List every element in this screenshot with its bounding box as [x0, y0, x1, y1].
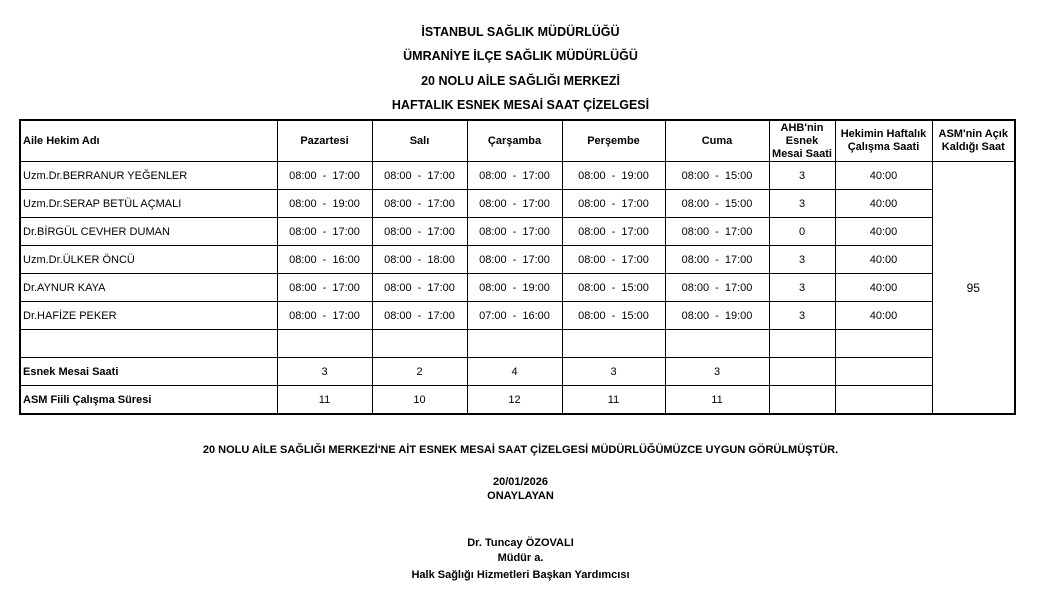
weekly-hours-cell: 40:00	[835, 218, 932, 246]
header-line-1: İSTANBUL SAĞLIK MÜDÜRLÜĞÜ	[421, 25, 620, 39]
day-hours-cell	[372, 162, 467, 190]
col-header-friday: Cuma	[665, 120, 769, 162]
empty-cell	[277, 330, 372, 358]
empty-cell	[665, 330, 769, 358]
end-time: 17:00	[427, 281, 455, 294]
end-time: 17:00	[522, 225, 550, 238]
start-time: 08:00	[289, 225, 317, 238]
end-time: 15:00	[621, 281, 649, 294]
start-time: 08:00	[289, 281, 317, 294]
empty-cell	[769, 358, 835, 386]
summary-value: 2	[372, 358, 467, 386]
time-separator: -	[417, 197, 422, 210]
day-hours-cell	[372, 218, 467, 246]
day-hours-cell	[467, 246, 562, 274]
time-separator: -	[512, 281, 517, 294]
time-separator: -	[322, 253, 327, 266]
day-hours-cell	[665, 162, 769, 190]
empty-cell	[769, 386, 835, 415]
time-separator: -	[715, 281, 719, 294]
day-hours-cell	[277, 218, 372, 246]
page-title: HAFTALIK ESNEK MESAİ SAAT ÇİZELGESİ	[391, 98, 650, 112]
start-time: 08:00	[289, 197, 317, 210]
end-time: 17:00	[332, 281, 360, 294]
doctor-name: Uzm.Dr.BERRANUR YEĞENLER	[20, 162, 277, 190]
table-row	[20, 246, 1015, 274]
day-hours-cell	[277, 190, 372, 218]
time-separator: -	[322, 169, 327, 182]
start-time: 08:00	[479, 281, 507, 294]
empty-cell	[467, 330, 562, 358]
end-time: 15:00	[724, 169, 753, 182]
summary-value: 3	[562, 358, 665, 386]
day-hours-cell	[562, 218, 665, 246]
start-time: 08:00	[384, 169, 412, 182]
start-time: 08:00	[479, 197, 507, 210]
doctor-name: Uzm.Dr.SERAP BETÜL AÇMALI	[20, 190, 277, 218]
day-hours-cell	[277, 162, 372, 190]
end-time: 17:00	[724, 225, 753, 238]
empty-cell	[835, 358, 932, 386]
day-hours-cell	[665, 190, 769, 218]
summary-value: 11	[277, 386, 372, 415]
time-separator: -	[512, 309, 517, 322]
day-hours-cell	[562, 246, 665, 274]
start-time: 08:00	[681, 225, 710, 238]
end-time: 19:00	[621, 169, 649, 182]
day-hours-cell	[372, 302, 467, 330]
ahb-esnek-cell: 3	[769, 162, 835, 190]
empty-cell	[20, 330, 277, 358]
header-row	[20, 120, 1015, 162]
schedule-table	[19, 119, 1016, 415]
time-separator: -	[417, 225, 422, 238]
day-hours-cell	[372, 274, 467, 302]
end-time: 17:00	[724, 253, 753, 266]
esnek-total-row	[20, 358, 1015, 386]
start-time: 08:00	[578, 309, 606, 322]
day-hours-cell	[372, 246, 467, 274]
end-time: 15:00	[724, 197, 753, 210]
table-row	[20, 190, 1015, 218]
end-time: 17:00	[522, 197, 550, 210]
time-separator: -	[512, 253, 517, 266]
col-header-asm-open: ASM'nin Açık Kaldığı Saat	[932, 120, 1015, 162]
approval-statement: 20 NOLU AİLE SAĞLIĞI MERKEZİ'NE AİT ESNEK MESAİ SAAT ÇİZELGESİ MÜDÜRLÜĞÜMÜZCE UYGUN GÖRÜLMÜŞTÜR.	[202, 444, 839, 456]
weekly-hours-cell: 40:00	[835, 162, 932, 190]
end-time: 19:00	[332, 197, 360, 210]
start-time: 08:00	[289, 169, 317, 182]
table-row	[20, 274, 1015, 302]
day-hours-cell	[277, 246, 372, 274]
start-time: 08:00	[479, 169, 507, 182]
day-hours-cell	[562, 162, 665, 190]
start-time: 08:00	[578, 169, 606, 182]
weekly-hours-cell: 40:00	[835, 302, 932, 330]
time-separator: -	[611, 309, 616, 322]
empty-cell	[835, 330, 932, 358]
day-hours-cell	[467, 302, 562, 330]
end-time: 15:00	[621, 309, 649, 322]
day-hours-cell	[467, 274, 562, 302]
time-separator: -	[322, 197, 327, 210]
approval-date: 20/01/2026	[492, 476, 549, 488]
col-header-name: Aile Hekim Adı	[20, 120, 277, 162]
time-separator: -	[322, 309, 327, 322]
time-separator: -	[715, 169, 719, 182]
ahb-esnek-cell: 3	[769, 274, 835, 302]
empty-cell	[769, 330, 835, 358]
start-time: 08:00	[578, 253, 606, 266]
doctor-name: Dr.HAFİZE PEKER	[20, 302, 277, 330]
table-row	[20, 162, 1015, 190]
day-hours-cell	[277, 274, 372, 302]
end-time: 16:00	[522, 309, 550, 322]
signer-title: Müdür a.	[497, 552, 544, 564]
header-line-3: 20 NOLU AİLE SAĞLIĞI MERKEZİ	[421, 74, 620, 88]
day-hours-cell	[562, 302, 665, 330]
weekly-hours-cell: 40:00	[835, 246, 932, 274]
day-hours-cell	[467, 190, 562, 218]
start-time: 08:00	[479, 225, 507, 238]
start-time: 08:00	[578, 281, 606, 294]
summary-value: 3	[665, 358, 769, 386]
end-time: 17:00	[621, 225, 649, 238]
start-time: 08:00	[479, 253, 507, 266]
summary-value: 12	[467, 386, 562, 415]
table-row	[20, 302, 1015, 330]
start-time: 08:00	[578, 197, 606, 210]
start-time: 08:00	[681, 169, 710, 182]
col-header-ahb-esnek: AHB'nin Esnek Mesai Saati	[769, 120, 835, 162]
end-time: 17:00	[724, 281, 753, 294]
end-time: 17:00	[332, 309, 360, 322]
col-header-weekly-hours: Hekimin Haftalık Çalışma Saati	[835, 120, 932, 162]
signer-position: Halk Sağlığı Hizmetleri Başkan Yardımcısı	[411, 569, 630, 581]
summary-value: 4	[467, 358, 562, 386]
time-separator: -	[417, 169, 422, 182]
day-hours-cell	[665, 246, 769, 274]
day-hours-cell	[372, 190, 467, 218]
day-hours-cell	[665, 274, 769, 302]
signer-name: Dr. Tuncay ÖZOVALI	[467, 537, 574, 549]
time-separator: -	[417, 281, 422, 294]
end-time: 17:00	[427, 169, 455, 182]
start-time: 08:00	[681, 253, 710, 266]
start-time: 08:00	[384, 281, 412, 294]
start-time: 08:00	[384, 309, 412, 322]
end-time: 19:00	[522, 281, 550, 294]
time-separator: -	[512, 225, 517, 238]
time-separator: -	[715, 253, 719, 266]
time-separator: -	[611, 253, 616, 266]
time-separator: -	[611, 197, 616, 210]
summary-label: Esnek Mesai Saati	[20, 358, 277, 386]
empty-cell	[835, 386, 932, 415]
time-separator: -	[417, 253, 422, 266]
end-time: 17:00	[332, 225, 360, 238]
col-header-wednesday: Çarşamba	[467, 120, 562, 162]
start-time: 07:00	[479, 309, 507, 322]
ahb-esnek-cell: 3	[769, 190, 835, 218]
time-separator: -	[417, 309, 422, 322]
end-time: 18:00	[427, 253, 455, 266]
summary-label: ASM Fiili Çalışma Süresi	[20, 386, 277, 415]
col-header-monday: Pazartesi	[277, 120, 372, 162]
start-time: 08:00	[384, 197, 412, 210]
start-time: 08:00	[681, 197, 710, 210]
summary-value: 3	[277, 358, 372, 386]
asm-open-hours-cell: 95	[932, 162, 1015, 415]
start-time: 08:00	[681, 309, 710, 322]
time-separator: -	[512, 197, 517, 210]
summary-value: 10	[372, 386, 467, 415]
time-separator: -	[611, 225, 616, 238]
header-line-2: ÜMRANİYE İLÇE SAĞLIK MÜDÜRLÜĞÜ	[403, 49, 638, 63]
end-time: 16:00	[332, 253, 360, 266]
empty-cell	[562, 330, 665, 358]
day-hours-cell	[277, 302, 372, 330]
ahb-esnek-cell: 3	[769, 302, 835, 330]
day-hours-cell	[467, 218, 562, 246]
start-time: 08:00	[384, 225, 412, 238]
end-time: 17:00	[427, 309, 455, 322]
time-separator: -	[322, 281, 327, 294]
ahb-esnek-cell: 3	[769, 246, 835, 274]
time-separator: -	[715, 309, 719, 322]
doctor-name: Dr.AYNUR KAYA	[20, 274, 277, 302]
doctor-name: Uzm.Dr.ÜLKER ÖNCÜ	[20, 246, 277, 274]
start-time: 08:00	[681, 281, 710, 294]
start-time: 08:00	[289, 309, 317, 322]
fiili-total-row	[20, 386, 1015, 415]
end-time: 17:00	[621, 253, 649, 266]
end-time: 17:00	[522, 169, 550, 182]
approver-label: ONAYLAYAN	[487, 490, 554, 502]
weekly-hours-cell: 40:00	[835, 190, 932, 218]
day-hours-cell	[665, 302, 769, 330]
empty-cell	[372, 330, 467, 358]
end-time: 17:00	[427, 197, 455, 210]
time-separator: -	[715, 197, 719, 210]
col-header-thursday: Perşembe	[562, 120, 665, 162]
day-hours-cell	[665, 218, 769, 246]
start-time: 08:00	[578, 225, 606, 238]
time-separator: -	[611, 169, 616, 182]
time-separator: -	[611, 281, 616, 294]
time-separator: -	[322, 225, 327, 238]
time-separator: -	[512, 169, 517, 182]
start-time: 08:00	[289, 253, 317, 266]
end-time: 17:00	[427, 225, 455, 238]
day-hours-cell	[562, 190, 665, 218]
ahb-esnek-cell: 0	[769, 218, 835, 246]
empty-row	[20, 330, 1015, 358]
end-time: 17:00	[332, 169, 360, 182]
end-time: 17:00	[621, 197, 649, 210]
summary-value: 11	[562, 386, 665, 415]
start-time: 08:00	[384, 253, 412, 266]
table-row	[20, 218, 1015, 246]
end-time: 17:00	[522, 253, 550, 266]
day-hours-cell	[562, 274, 665, 302]
doctor-name: Dr.BİRGÜL CEVHER DUMAN	[20, 218, 277, 246]
col-header-tuesday: Salı	[372, 120, 467, 162]
day-hours-cell	[467, 162, 562, 190]
summary-value: 11	[665, 386, 769, 415]
time-separator: -	[715, 225, 719, 238]
end-time: 19:00	[724, 309, 753, 322]
weekly-hours-cell: 40:00	[835, 274, 932, 302]
